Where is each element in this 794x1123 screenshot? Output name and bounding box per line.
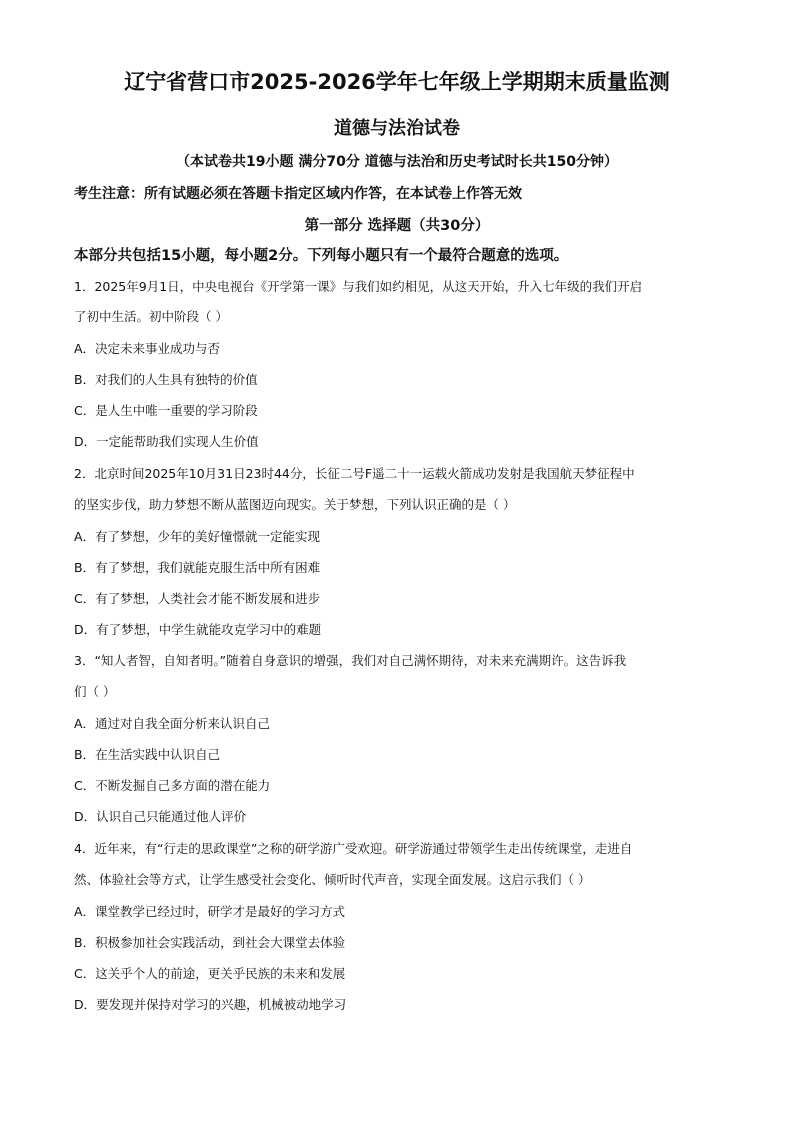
section-instruction: 本部分共包括15小题，每小题2分。下列每小题只有一个最符合题意的选项。 bbox=[74, 248, 569, 264]
option-a: A．课堂教学已经过时，研学才是最好的学习方式 bbox=[74, 904, 346, 919]
exam-notice: 考生注意：所有试题必须在答题卡指定区域内作答，在本试卷上作答无效 bbox=[74, 186, 522, 202]
option-a: A．决定未来事业成功与否 bbox=[74, 341, 221, 356]
exam-info: （本试卷共19小题 满分70分 道德与法治和历史考试时长共150分钟） bbox=[176, 154, 618, 170]
section-title: 第一部分 选择题（共30分） bbox=[304, 218, 490, 234]
question-text: 2．北京时间2025年10月31日23时44分，长征二号F遥二十一运载火箭成功发射是我国航天梦征程中 bbox=[74, 466, 635, 481]
option-d: D．有了梦想，中学生就能攻克学习中的难题 bbox=[74, 622, 322, 637]
option-c: C．不断发掘自己多方面的潜在能力 bbox=[74, 778, 271, 793]
option-b: B．在生活实践中认识自己 bbox=[74, 747, 221, 762]
option-d: D．认识自己只能通过他人评价 bbox=[74, 809, 247, 824]
option-b: B．有了梦想，我们就能克服生活中所有困难 bbox=[74, 560, 321, 575]
exam-subtitle: 道德与法治试卷 bbox=[334, 118, 460, 139]
option-c: C．这关乎个人的前途，更关乎民族的未来和发展 bbox=[74, 966, 346, 981]
option-a: A．通过对自我全面分析来认识自己 bbox=[74, 716, 271, 731]
option-a: A．有了梦想，少年的美好憧憬就一定能实现 bbox=[74, 529, 321, 544]
option-d: D．要发现并保持对学习的兴趣，机械被动地学习 bbox=[74, 997, 347, 1012]
option-c: C．是人生中唯一重要的学习阶段 bbox=[74, 403, 258, 418]
question-text: 们（ ） bbox=[74, 684, 116, 699]
option-c: C．有了梦想，人类社会才能不断发展和进步 bbox=[74, 591, 321, 606]
option-b: B．积极参加社会实践活动，到社会大课堂去体验 bbox=[74, 935, 346, 950]
question-text: 4．近年来，有“行走的思政课堂”之称的研学游广受欢迎。研学游通过带领学生走出传统课堂，走进自 bbox=[74, 841, 633, 856]
question-text: 然、体验社会等方式，让学生感受社会变化、倾听时代声音，实现全面发展。这启示我们（ ） bbox=[74, 872, 591, 887]
option-b: B．对我们的人生具有独特的价值 bbox=[74, 372, 258, 387]
question-text: 3．“知人者智，自知者明。”随着自身意识的增强，我们对自己满怀期待，对未来充满期许。这告诉我 bbox=[74, 653, 627, 668]
question-text: 了初中生活。初中阶段（ ） bbox=[74, 309, 228, 324]
question-text: 的坚实步伐，助力梦想不断从蓝图迈向现实。关于梦想，下列认识正确的是（ ） bbox=[74, 497, 516, 512]
option-d: D．一定能帮助我们实现人生价值 bbox=[74, 434, 259, 449]
question-text: 1．2025年9月1日，中央电视台《开学第一课》与我们如约相见，从这天开始，升入七年级的我们开启 bbox=[74, 279, 643, 294]
exam-title: 辽宁省营口市2025-2026学年七年级上学期期末质量监测 bbox=[124, 70, 670, 94]
